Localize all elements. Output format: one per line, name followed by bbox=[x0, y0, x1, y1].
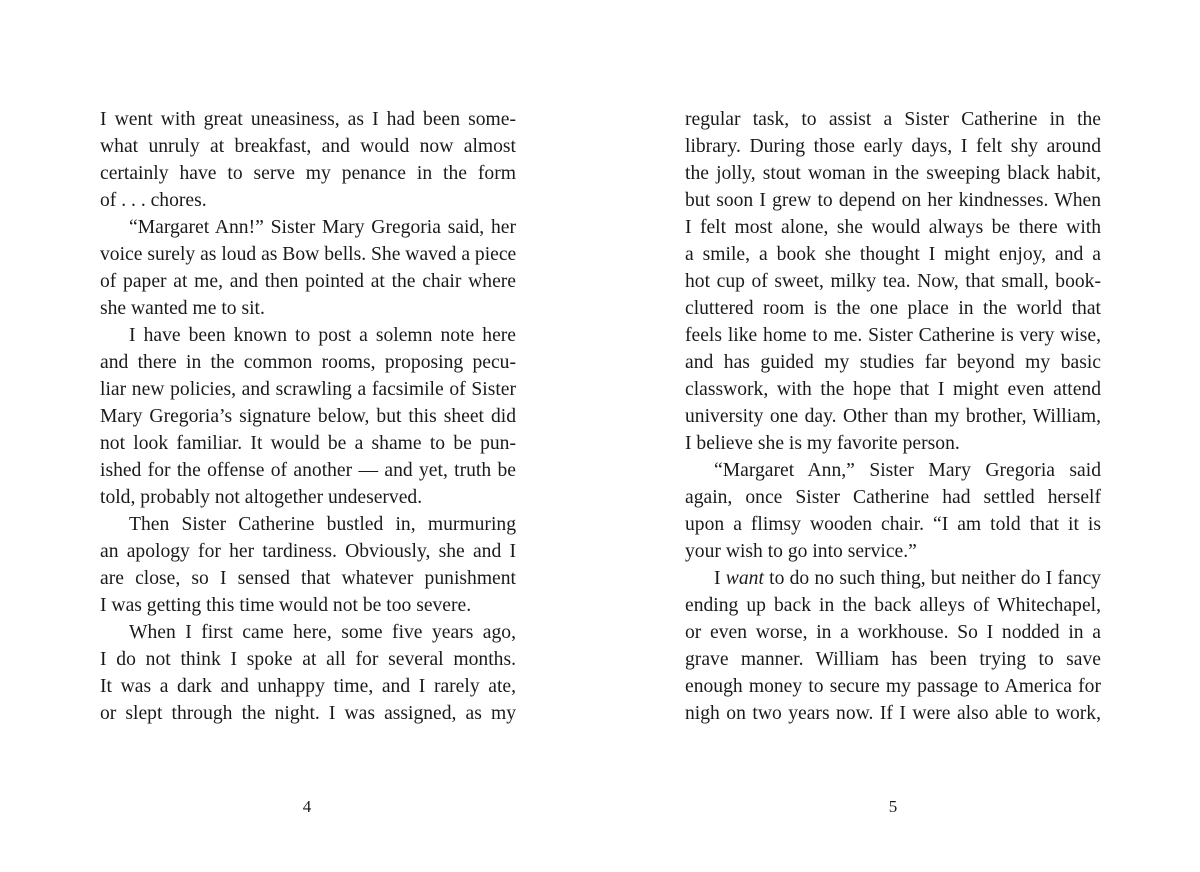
text-line-rest: to do no such thing, but neither do I fancy bbox=[769, 568, 1101, 589]
text-line: classwork, with the hope that I might even attend bbox=[685, 379, 1101, 400]
text-line: not look familiar. It would be a shame to be pun- bbox=[100, 433, 516, 454]
text-line: or slept through the night. I was assigned, as my bbox=[100, 703, 516, 724]
right-page-body-text bbox=[685, 106, 1101, 727]
text-line: of . . . chores. bbox=[100, 190, 207, 211]
text-line: library. During those early days, I felt shy around bbox=[685, 136, 1101, 157]
text-line: I believe she is my favorite person. bbox=[685, 433, 960, 454]
text-line: ending up back in the back alleys of Whitechapel, bbox=[685, 595, 1101, 616]
right-page bbox=[600, 0, 1200, 872]
text-line: grave manner. William has been trying to save bbox=[685, 649, 1101, 670]
text-line-prefix: I bbox=[714, 568, 726, 589]
text-line: “Margaret Ann!” Sister Mary Gregoria said, her bbox=[129, 217, 516, 238]
text-line: but soon I grew to depend on her kindnesses. When bbox=[685, 190, 1101, 211]
text-line: of paper at me, and then pointed at the chair where bbox=[100, 271, 516, 292]
page-number-right: 5 bbox=[888, 797, 898, 816]
text-line: feels like home to me. Sister Catherine is very wise, bbox=[685, 325, 1101, 346]
text-line: I do not think I spoke at all for several months. bbox=[100, 649, 516, 670]
text-line: your wish to go into service.” bbox=[685, 541, 917, 562]
text-line: upon a flimsy wooden chair. “I am told that it is bbox=[685, 514, 1101, 535]
text-line: she wanted me to sit. bbox=[100, 298, 265, 319]
text-line: I have been known to post a solemn note here bbox=[129, 325, 516, 346]
text-line: ished for the offense of another — and yet, truth be bbox=[100, 460, 516, 481]
text-line: the jolly, stout woman in the sweeping black habit, bbox=[685, 163, 1101, 184]
page-number-left: 4 bbox=[302, 797, 312, 816]
text-line: a smile, a book she thought I might enjoy, and a bbox=[685, 244, 1101, 265]
text-line bbox=[685, 565, 1101, 592]
text-line: regular task, to assist a Sister Catherine in the bbox=[685, 109, 1101, 130]
text-line: nigh on two years now. If I were also able to work, bbox=[685, 703, 1101, 724]
text-line: voice surely as loud as Bow bells. She waved a piece bbox=[100, 244, 517, 265]
text-line: I felt most alone, she would always be there with bbox=[685, 217, 1101, 238]
text-line: an apology for her tardiness. Obviously, she and I bbox=[100, 541, 516, 562]
text-line: certainly have to serve my penance in the form bbox=[100, 163, 516, 184]
text-line: enough money to secure my passage to America for bbox=[685, 676, 1101, 697]
text-line: what unruly at breakfast, and would now almost bbox=[100, 136, 516, 157]
text-line: cluttered room is the one place in the world that bbox=[685, 298, 1101, 319]
text-line: When I first came here, some five years ago, bbox=[129, 622, 516, 643]
text-line: I went with great uneasiness, as I had been some- bbox=[100, 109, 516, 130]
text-line: “Margaret Ann,” Sister Mary Gregoria said bbox=[714, 460, 1101, 481]
text-line: again, once Sister Catherine had settled herself bbox=[685, 487, 1101, 508]
text-line: or even worse, in a workhouse. So I nodded in a bbox=[685, 622, 1101, 643]
text-line: and there in the common rooms, proposing pecu- bbox=[100, 352, 516, 373]
left-page-body-text bbox=[100, 106, 516, 727]
text-line: liar new policies, and scrawling a facsimile of Sister bbox=[100, 379, 516, 400]
text-line: Mary Gregoria’s signature below, but this sheet did bbox=[100, 406, 516, 427]
text-line: Then Sister Catherine bustled in, murmuring bbox=[129, 514, 516, 535]
text-line: told, probably not altogether undeserved. bbox=[100, 487, 423, 508]
text-line: hot cup of sweet, milky tea. Now, that small, book- bbox=[685, 271, 1101, 292]
emphasized-word: want bbox=[725, 568, 764, 589]
text-line: university one day. Other than my brother, William, bbox=[685, 406, 1101, 427]
text-line: are close, so I sensed that whatever punishment bbox=[100, 568, 516, 589]
text-line: It was a dark and unhappy time, and I rarely ate, bbox=[100, 676, 516, 697]
text-line: I was getting this time would not be too severe. bbox=[100, 595, 472, 616]
text-line: and has guided my studies far beyond my basic bbox=[685, 352, 1101, 373]
